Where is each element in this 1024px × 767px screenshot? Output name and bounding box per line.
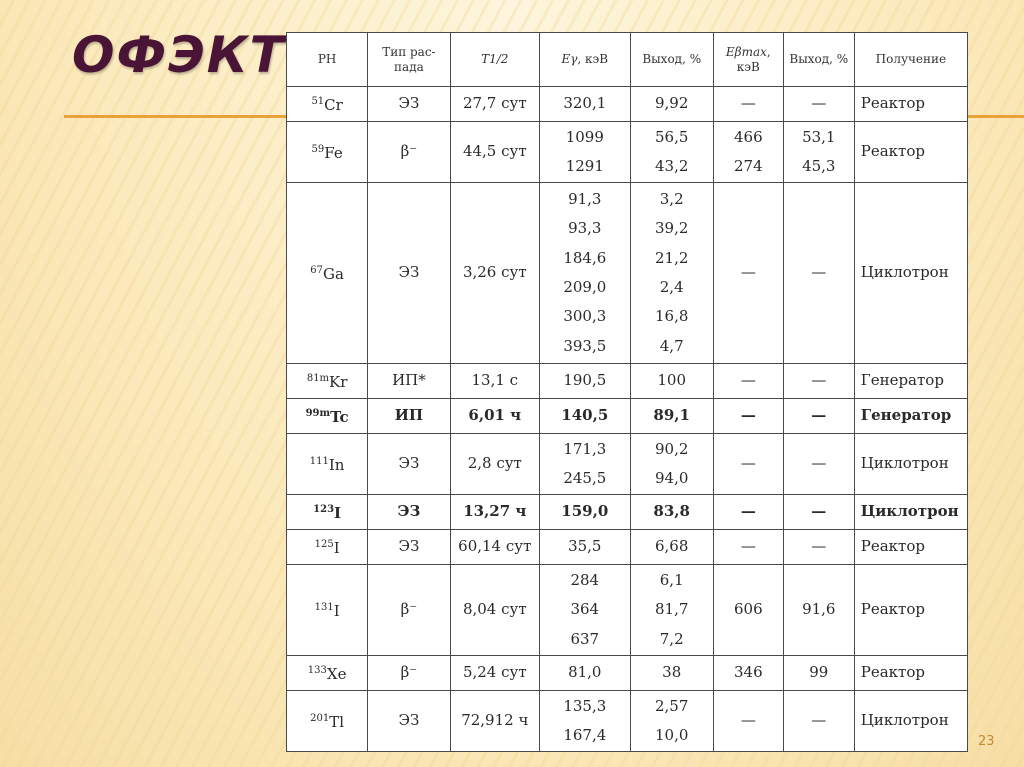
yield-cell: [630, 433, 713, 494]
yield2-line: 45,3: [802, 157, 836, 176]
gamma-energy-line: 1099: [565, 127, 604, 146]
source-cell: [854, 494, 967, 529]
yield-line: 2,4: [659, 277, 684, 296]
yield2-line: 91,6: [802, 600, 836, 619]
half-life-cell: [450, 433, 539, 494]
decay-type-cell: [368, 122, 450, 183]
nuclide-cell: [287, 183, 368, 364]
beta-energy-line: —: [740, 263, 756, 282]
yield2-line: —: [811, 454, 827, 473]
decay-type: ЭЗ: [398, 94, 420, 113]
gamma-energy-line: 637: [570, 629, 600, 648]
page-number: 23: [978, 734, 995, 749]
decay-type: β⁻: [400, 600, 418, 619]
half-life: 60,14 сут: [458, 537, 532, 556]
source: Реактор: [860, 600, 925, 619]
gamma-energy-line: 140,5: [561, 406, 609, 425]
source-cell: [854, 122, 967, 183]
yield2-cell: [783, 565, 854, 656]
yield2-cell: [783, 433, 854, 494]
gamma-energy-line: 245,5: [563, 468, 607, 487]
half-life: 8,04 сут: [462, 600, 527, 619]
yield-line: 9,92: [655, 94, 689, 113]
table-row: [287, 398, 968, 433]
gamma-energy-line: 91,3: [568, 189, 602, 208]
header-decay-type: Тип рас-пада: [368, 33, 450, 87]
source-cell: [854, 87, 967, 122]
half-life: 44,5 сут: [462, 142, 527, 161]
yield-line: 7,2: [659, 629, 684, 648]
source: Реактор: [860, 94, 925, 113]
yield2-line: 53,1: [802, 127, 836, 146]
source-cell: [854, 655, 967, 690]
beta-energy-cell: [713, 87, 783, 122]
element-symbol: Ga: [323, 265, 344, 284]
table-row: [287, 87, 968, 122]
table-row: [287, 494, 968, 529]
yield2-line: —: [811, 502, 827, 521]
header-yield-2: Выход, %: [783, 33, 854, 87]
decay-type: β⁻: [400, 663, 418, 682]
yield-line: 90,2: [655, 439, 689, 458]
half-life-cell: [450, 691, 539, 752]
gamma-energy-line: 159,0: [561, 502, 609, 521]
gamma-energy-line: 190,5: [563, 371, 607, 390]
source-cell: [854, 363, 967, 398]
gamma-energy-line: 300,3: [563, 307, 607, 326]
decay-type-cell: [368, 363, 450, 398]
yield2-cell: [783, 183, 854, 364]
yield2-cell: [783, 494, 854, 529]
half-life: 13,1 с: [471, 371, 519, 390]
header-beta-energy-unit: , кэВ: [736, 44, 771, 74]
gamma-energy-line: 284: [570, 570, 600, 589]
decay-type-cell: [368, 529, 450, 564]
nuclide-cell: [287, 363, 368, 398]
gamma-energy-cell: [540, 363, 631, 398]
gamma-energy-cell: [540, 529, 631, 564]
gamma-energy-line: 184,6: [563, 248, 607, 267]
header-rn: РН: [287, 33, 368, 87]
decay-type: ИП: [394, 406, 424, 425]
gamma-energy-line: 81,0: [568, 663, 602, 682]
table-sheet: [286, 32, 968, 752]
yield-line: 81,7: [655, 600, 689, 619]
source: Реактор: [860, 663, 925, 682]
nuclide-cell: [287, 655, 368, 690]
decay-type: ЭЗ: [398, 263, 420, 282]
yield-line: 10,0: [655, 726, 689, 744]
table-row: [287, 691, 968, 752]
half-life-cell: [450, 363, 539, 398]
mass-number: 125: [314, 539, 334, 551]
source-cell: [854, 398, 967, 433]
table-row: [287, 433, 968, 494]
header-gamma-energy: [540, 33, 631, 87]
yield-cell: [630, 122, 713, 183]
element-symbol: Cr: [324, 96, 343, 115]
half-life-cell: [450, 398, 539, 433]
beta-energy-cell: [713, 363, 783, 398]
table-row: [287, 363, 968, 398]
source: Циклотрон: [860, 711, 949, 730]
half-life: 6,01 ч: [468, 406, 522, 425]
beta-energy-line: —: [740, 406, 756, 425]
yield-cell: [630, 363, 713, 398]
source: Генератор: [860, 371, 944, 390]
element-symbol: Kr: [329, 373, 348, 392]
header-beta-energy: [713, 33, 783, 87]
yield2-line: —: [811, 263, 827, 282]
table-row: [287, 565, 968, 656]
beta-energy-line: —: [740, 94, 756, 113]
mass-number: 81m: [306, 373, 330, 385]
source: Реактор: [860, 537, 925, 556]
beta-energy-cell: [713, 565, 783, 656]
yield2-line: —: [811, 94, 827, 113]
beta-energy-cell: [713, 655, 783, 690]
yield-line: 4,7: [659, 336, 684, 355]
header-gamma-energy-symbol: Eγ: [561, 52, 578, 66]
gamma-energy-line: 364: [570, 600, 600, 619]
decay-type: ИП*: [392, 371, 426, 390]
beta-energy-line: —: [740, 371, 756, 390]
element-symbol: I: [333, 539, 340, 558]
table-body: [287, 87, 968, 752]
decay-type-cell: [368, 398, 450, 433]
beta-energy-line: 346: [734, 663, 763, 682]
gamma-energy-cell: [540, 655, 631, 690]
yield2-cell: [783, 398, 854, 433]
beta-energy-cell: [713, 529, 783, 564]
decay-type: ЭЗ: [398, 454, 420, 473]
gamma-energy-cell: [540, 691, 631, 752]
yield-cell: [630, 691, 713, 752]
source: Циклотрон: [860, 263, 949, 282]
slide-title: ОФЭКТ: [72, 26, 286, 84]
beta-energy-line: 274: [734, 157, 763, 176]
gamma-energy-line: 393,5: [563, 336, 607, 355]
source-cell: [854, 565, 967, 656]
nuclide-cell: [287, 398, 368, 433]
beta-energy-cell: [713, 691, 783, 752]
beta-energy-cell: [713, 398, 783, 433]
yield-line: 39,2: [655, 219, 689, 238]
nuclide-cell: [287, 565, 368, 656]
yield-cell: [630, 87, 713, 122]
half-life: 5,24 сут: [462, 663, 527, 682]
half-life-cell: [450, 183, 539, 364]
element-symbol: Tl: [329, 713, 345, 732]
yield2-line: —: [811, 537, 827, 556]
yield-cell: [630, 494, 713, 529]
source-cell: [854, 529, 967, 564]
yield-line: 56,5: [655, 127, 689, 146]
half-life-cell: [450, 494, 539, 529]
gamma-energy-line: 320,1: [563, 94, 607, 113]
gamma-energy-cell: [540, 433, 631, 494]
half-life: 13,27 ч: [463, 502, 527, 521]
table-row: [287, 529, 968, 564]
header-yield: Выход, %: [630, 33, 713, 87]
header-beta-energy-symbol: Eβmax: [725, 44, 767, 59]
yield-line: 94,0: [655, 468, 689, 487]
mass-number: 51: [311, 96, 325, 108]
mass-number: 201: [310, 713, 330, 725]
half-life: 27,7 сут: [462, 94, 527, 113]
yield2-cell: [783, 87, 854, 122]
half-life-cell: [450, 87, 539, 122]
beta-energy-line: —: [740, 502, 756, 521]
title-underline-left: [64, 115, 286, 118]
beta-energy-cell: [713, 183, 783, 364]
table-row: [287, 183, 968, 364]
yield2-line: —: [811, 371, 827, 390]
decay-type: ЭЗ: [398, 711, 420, 730]
mass-number: 123: [313, 504, 335, 516]
yield-line: 2,57: [655, 696, 689, 715]
title-underline-right: [968, 115, 1024, 118]
gamma-energy-line: 1291: [565, 157, 604, 176]
source-cell: [854, 691, 967, 752]
table-row: [287, 655, 968, 690]
table-row: [287, 122, 968, 183]
yield-line: 6,1: [659, 570, 684, 589]
gamma-energy-cell: [540, 183, 631, 364]
gamma-energy-cell: [540, 565, 631, 656]
nuclide-cell: [287, 122, 368, 183]
yield2-cell: [783, 122, 854, 183]
beta-energy-line: —: [740, 537, 756, 556]
gamma-energy-line: 171,3: [563, 439, 607, 458]
yield-line: 38: [662, 663, 682, 682]
beta-energy-line: —: [740, 711, 756, 730]
nuclide-cell: [287, 87, 368, 122]
decay-type-cell: [368, 655, 450, 690]
yield-cell: [630, 655, 713, 690]
element-symbol: Xe: [326, 665, 347, 684]
yield-line: 21,2: [655, 248, 689, 267]
decay-type-cell: [368, 691, 450, 752]
half-life: 3,26 сут: [462, 263, 527, 282]
half-life-cell: [450, 529, 539, 564]
gamma-energy-line: 167,4: [563, 726, 607, 744]
mass-number: 133: [307, 665, 327, 677]
yield-line: 6,68: [655, 537, 689, 556]
gamma-energy-cell: [540, 494, 631, 529]
beta-energy-line: —: [740, 454, 756, 473]
yield-line: 43,2: [655, 157, 689, 176]
yield-cell: [630, 398, 713, 433]
yield2-cell: [783, 363, 854, 398]
header-row: [287, 33, 968, 87]
gamma-energy-line: 209,0: [563, 277, 607, 296]
beta-energy-line: 606: [734, 600, 763, 619]
yield-line: 16,8: [655, 307, 689, 326]
yield-line: 89,1: [653, 406, 690, 425]
half-life: 72,912 ч: [461, 711, 529, 730]
decay-type: ЭЗ: [398, 537, 420, 556]
header-half-life: T1/2: [450, 33, 539, 87]
gamma-energy-cell: [540, 87, 631, 122]
yield-line: 100: [657, 371, 687, 390]
decay-type-cell: [368, 565, 450, 656]
nuclide-cell: [287, 433, 368, 494]
gamma-energy-line: 93,3: [568, 219, 602, 238]
source-cell: [854, 433, 967, 494]
yield-cell: [630, 183, 713, 364]
source: Циклотрон: [860, 454, 949, 473]
decay-type-cell: [368, 87, 450, 122]
source: Генератор: [860, 406, 952, 425]
element-symbol: I: [334, 504, 342, 523]
yield2-line: —: [811, 406, 827, 425]
element-symbol: Fe: [324, 144, 343, 163]
yield2-cell: [783, 691, 854, 752]
yield-line: 83,8: [653, 502, 690, 521]
header-source: Получение: [854, 33, 967, 87]
yield-cell: [630, 529, 713, 564]
beta-energy-cell: [713, 494, 783, 529]
decay-type-cell: [368, 433, 450, 494]
yield2-line: 99: [809, 663, 829, 682]
mass-number: 59: [311, 144, 325, 156]
gamma-energy-line: 135,3: [563, 696, 607, 715]
mass-number: 67: [310, 265, 324, 277]
header-gamma-energy-unit: , кэВ: [577, 52, 609, 66]
nuclide-cell: [287, 529, 368, 564]
decay-type-cell: [368, 494, 450, 529]
gamma-energy-cell: [540, 398, 631, 433]
mass-number: 111: [309, 456, 329, 468]
element-symbol: I: [333, 602, 340, 621]
mass-number: 131: [314, 602, 334, 614]
gamma-energy-line: 35,5: [568, 537, 602, 556]
nuclide-cell: [287, 494, 368, 529]
element-symbol: In: [328, 456, 345, 475]
mass-number: 99m: [305, 408, 331, 420]
yield2-cell: [783, 655, 854, 690]
gamma-energy-cell: [540, 122, 631, 183]
decay-type-cell: [368, 183, 450, 364]
element-symbol: Tc: [330, 408, 349, 427]
yield-cell: [630, 565, 713, 656]
yield2-cell: [783, 529, 854, 564]
half-life-cell: [450, 122, 539, 183]
decay-type: ЭЗ: [397, 502, 421, 521]
beta-energy-cell: [713, 433, 783, 494]
half-life: 2,8 сут: [467, 454, 522, 473]
beta-energy-line: 466: [734, 127, 763, 146]
yield2-line: —: [811, 711, 827, 730]
beta-energy-cell: [713, 122, 783, 183]
nuclide-cell: [287, 691, 368, 752]
radionuclide-table: [286, 32, 968, 752]
source-cell: [854, 183, 967, 364]
source: Реактор: [860, 142, 925, 161]
decay-type: β⁻: [400, 142, 418, 161]
source: Циклотрон: [860, 502, 959, 521]
half-life-cell: [450, 565, 539, 656]
half-life-cell: [450, 655, 539, 690]
yield-line: 3,2: [659, 189, 684, 208]
